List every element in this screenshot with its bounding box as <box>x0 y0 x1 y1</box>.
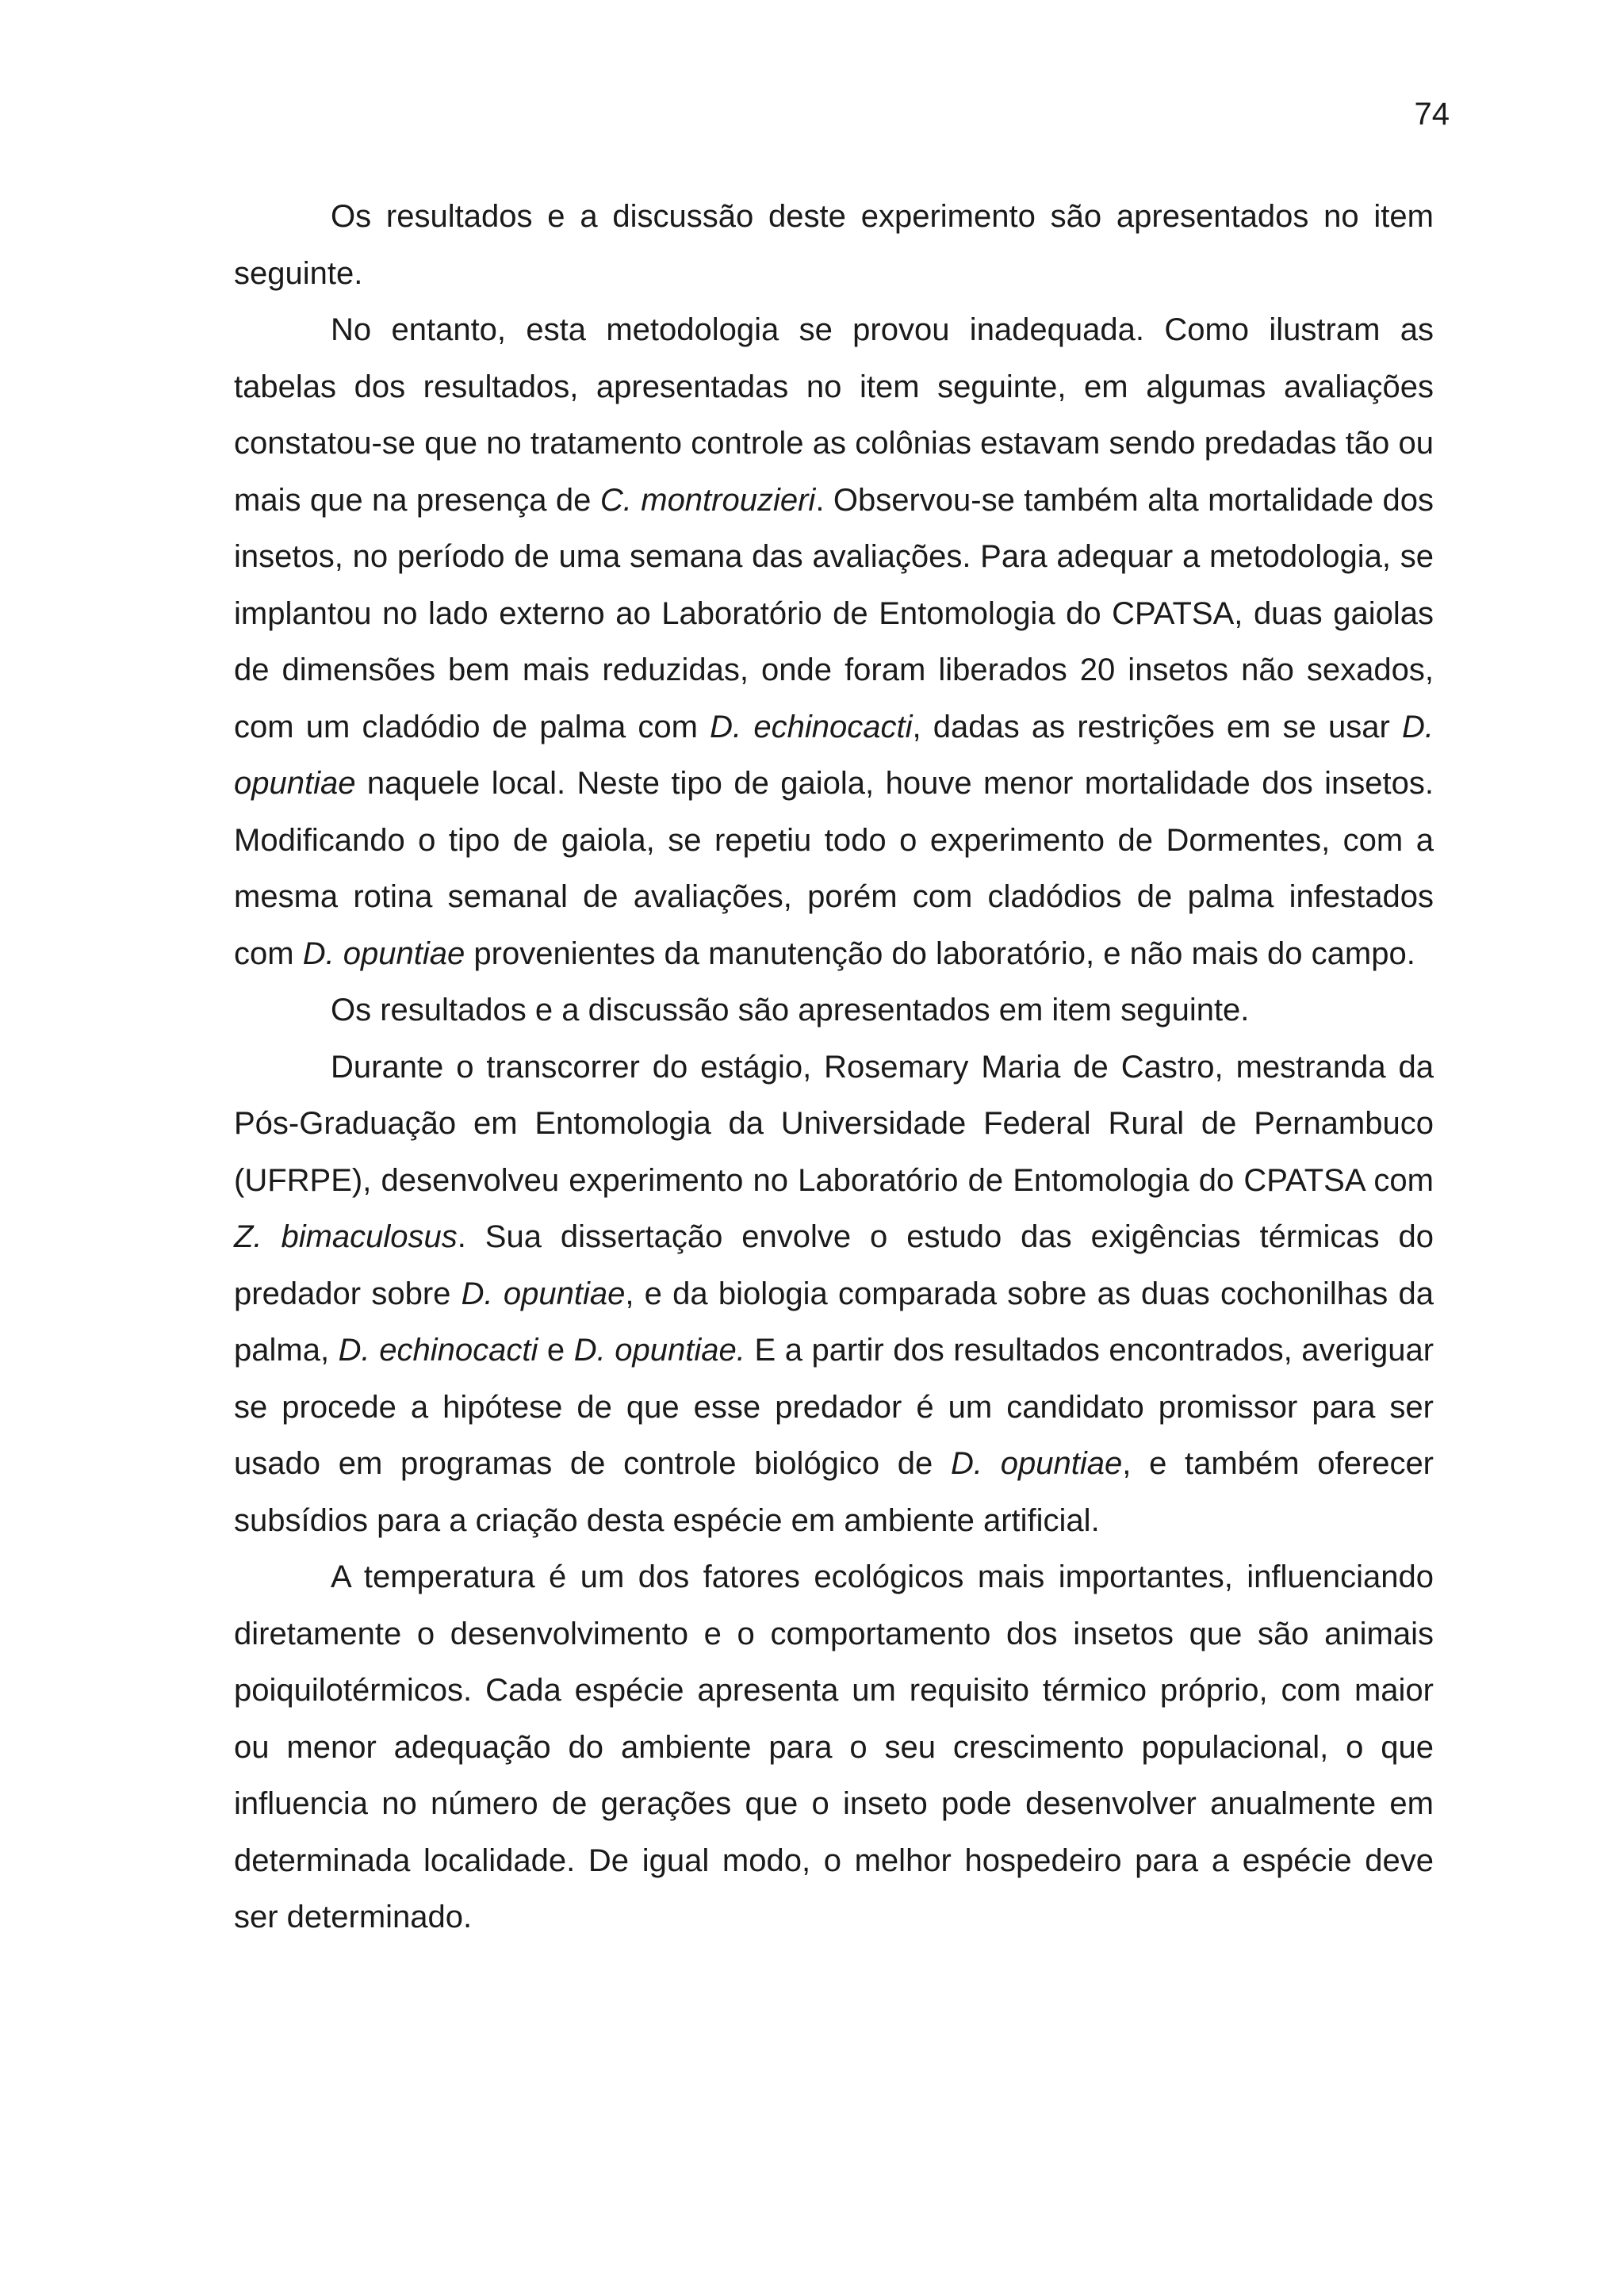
paragraph <box>234 982 1434 1039</box>
text-run: . Sua dissertação envolve o estudo das exigências térmicas do predador sobre <box>234 1219 1434 1311</box>
italic-text: D. echinocacti <box>338 1333 538 1368</box>
italic-text: D. opuntiae. <box>573 1333 745 1368</box>
text-body <box>234 189 1434 1946</box>
text-run: . Observou-se também alta mortalidade dos insetos, no período de uma semana das avaliações. Para adequar a metodologia, se implantou no lado externo ao Laboratório de Entomologia do CPATSA, duas gaiolas de dimensões bem mais reduzidas, onde foram liberados 20 insetos não sexados, com um cladódio de palma com <box>234 482 1434 744</box>
paragraph <box>234 1039 1434 1550</box>
paragraph <box>234 1549 1434 1946</box>
text-run: naquele local. Neste tipo de gaiola, houve menor mortalidade dos insetos. Modificando o tipo de gaiola, se repetiu todo o experimento de Dormentes, com a mesma rotina semanal de avaliações, porém com cladódios de palma infestados com <box>234 766 1434 971</box>
text-run: E a partir dos resultados encontrados, averiguar se procede a hipótese de que esse predador é um candidato promissor para ser usado em programas de controle biológico de <box>234 1333 1434 1481</box>
italic-text: D. opuntiae <box>302 936 465 971</box>
paragraph <box>234 189 1434 302</box>
text-run: , dadas as restrições em se usar <box>912 709 1403 744</box>
italic-text: D. echinocacti <box>710 709 913 744</box>
italic-text: D. opuntiae <box>461 1276 626 1311</box>
page-number: 74 <box>1414 97 1450 132</box>
italic-text: D. opuntiae <box>951 1446 1123 1481</box>
text-run: Os resultados e a discussão são apresentados em item seguinte. <box>331 993 1250 1027</box>
text-run: Os resultados e a discussão deste experimento são apresentados no item seguinte. <box>234 199 1434 291</box>
text-run: A temperatura é um dos fatores ecológicos mais importantes, influenciando diretamente o desenvolvimento e o comportamento dos insetos que são animais poiquilotérmicos. Cada espécie apresenta um requisito térmico próprio, com maior ou menor adequação do ambiente para o seu crescimento populacional, o que influencia no número de gerações que o inseto pode desenvolver anualmente em determinada localidade. De igual modo, o melhor hospedeiro para a espécie deve ser determinado. <box>234 1559 1434 1934</box>
text-run: , e da biologia comparada sobre as duas cochonilhas da palma, <box>234 1276 1434 1368</box>
text-run: Durante o transcorrer do estágio, Rosemary Maria de Castro, mestranda da Pós-Graduação em Entomologia da Universidade Federal Rural de Pernambuco (UFRPE), desenvolveu experimento no Laboratório de Entomologia do CPATSA com <box>234 1049 1434 1198</box>
text-run: No entanto, esta metodologia se provou inadequada. Como ilustram as tabelas dos resultados, apresentadas no item seguinte, em algumas avaliações constatou-se que no tratamento controle as colônias estavam sendo predadas tão ou mais que na presença de <box>234 312 1434 518</box>
italic-text: C. montrouzieri <box>599 482 816 518</box>
text-run: provenientes da manutenção do laboratório, e não mais do campo. <box>465 936 1415 971</box>
text-run: , e também oferecer subsídios para a criação desta espécie em ambiente artificial. <box>234 1446 1434 1538</box>
italic-text: Z. bimaculosus <box>234 1219 458 1254</box>
paragraph <box>234 302 1434 982</box>
text-run: e <box>538 1333 574 1368</box>
italic-text: D. opuntiae <box>234 709 1434 801</box>
